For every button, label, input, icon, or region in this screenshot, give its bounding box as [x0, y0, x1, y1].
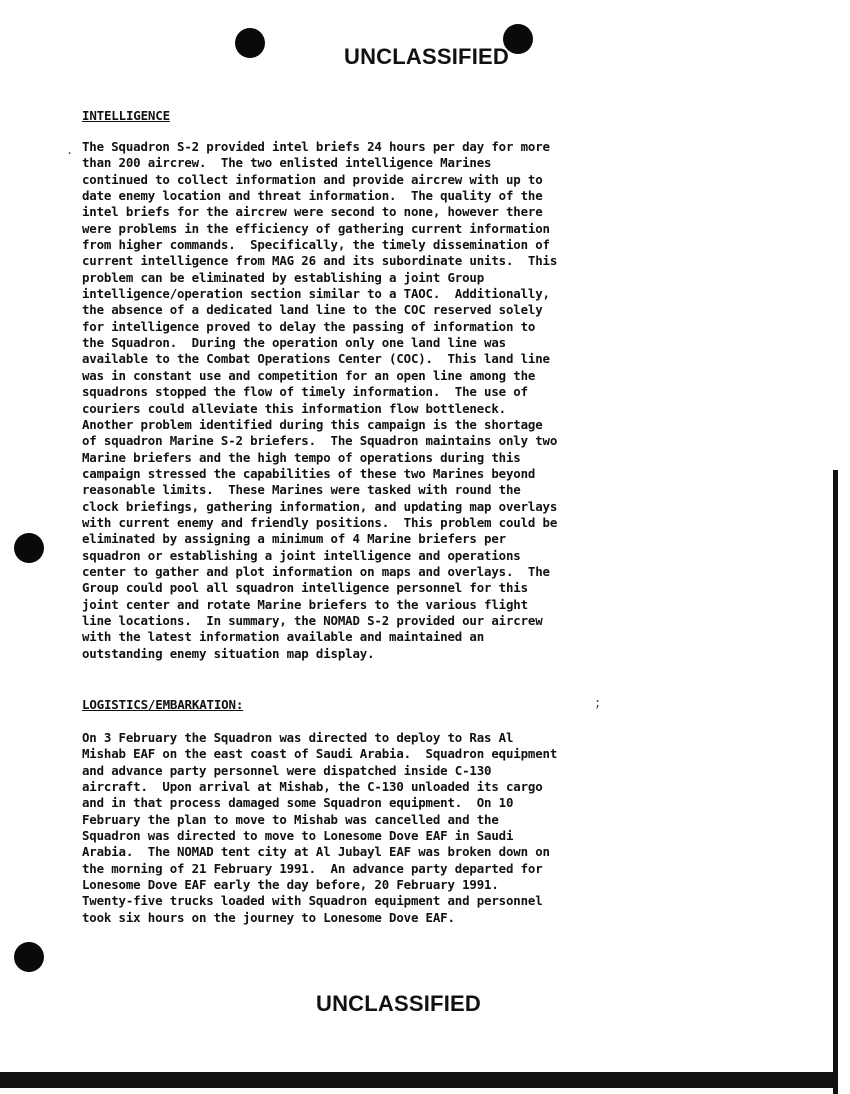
intelligence-paragraph	[82, 139, 742, 662]
logistics-paragraph	[82, 730, 742, 926]
text-line: the absence of a dedicated land line to the COC reserved solely	[82, 302, 543, 318]
text-line: Squadron was directed to move to Lonesome Dove EAF in Saudi	[82, 828, 514, 844]
scan-edge-right	[833, 470, 838, 1094]
classification-footer: UNCLASSIFIED	[316, 991, 481, 1016]
margin-mark: .	[66, 143, 74, 157]
text-line: with the latest information available and maintained an	[82, 629, 485, 645]
text-line: the morning of 21 February 1991. An advance party departed for	[82, 860, 543, 876]
text-line: available to the Combat Operations Center (COC). This land line	[82, 351, 550, 367]
logistics-heading: LOGISTICS/EMBARKATION:	[82, 697, 244, 712]
text-line: from higher commands. Specifically, the timely dissemination of	[82, 237, 550, 253]
text-line: than 200 aircrew. The two enlisted intelligence Marines	[82, 155, 492, 171]
text-line: February the plan to move to Mishab was cancelled and the	[82, 811, 499, 827]
text-line: intelligence/operation section similar to a TAOC. Additionally,	[82, 286, 550, 302]
text-line: eliminated by assigning a minimum of 4 Marine briefers per	[82, 531, 506, 547]
text-line: Lonesome Dove EAF early the day before, 20 February 1991.	[82, 877, 499, 893]
text-line: continued to collect information and provide aircrew with up to	[82, 171, 543, 187]
text-line: Mishab EAF on the east coast of Saudi Arabia. Squadron equipment	[82, 746, 558, 762]
text-line: current intelligence from MAG 26 and its subordinate units. This	[82, 253, 558, 269]
text-line: The Squadron S-2 provided intel briefs 24 hours per day for more	[82, 139, 550, 154]
text-line: Group could pool all squadron intelligence personnel for this	[82, 580, 528, 596]
text-line: and in that process damaged some Squadron equipment. On 10	[82, 795, 514, 811]
text-line: was in constant use and competition for an open line among the	[82, 367, 536, 383]
scan-edge-bottom	[0, 1072, 836, 1088]
text-line: Marine briefers and the high tempo of operations during this	[82, 449, 521, 465]
text-line: intel briefs for the aircrew were second to none, however there	[82, 204, 543, 220]
text-line: were problems in the efficiency of gathering current information	[82, 220, 550, 236]
text-line: date enemy location and threat information. The quality of the	[82, 188, 543, 204]
text-line: Another problem identified during this campaign is the shortage	[82, 416, 543, 432]
text-line: clock briefings, gathering information, and updating map overlays	[82, 498, 558, 514]
text-line: On 3 February the Squadron was directed to deploy to Ras Al	[82, 730, 514, 745]
text-line: joint center and rotate Marine briefers to the various flight	[82, 596, 528, 612]
text-line: outstanding enemy situation map display.	[82, 645, 375, 661]
intelligence-heading: INTELLIGENCE	[82, 108, 170, 123]
text-line: problem can be eliminated by establishing a joint Group	[82, 269, 485, 285]
text-line: for intelligence proved to delay the passing of information to	[82, 318, 536, 334]
punch-hole-left-bottom	[14, 942, 44, 972]
text-line: couriers could alleviate this information flow bottleneck.	[82, 400, 506, 416]
text-line: reasonable limits. These Marines were tasked with round the	[82, 482, 521, 498]
text-line: squadrons stopped the flow of timely information. The use of	[82, 384, 528, 400]
text-line: the Squadron. During the operation only one land line was	[82, 335, 506, 351]
text-line: line locations. In summary, the NOMAD S-2 provided our aircrew	[82, 612, 543, 628]
classification-header: UNCLASSIFIED	[344, 44, 509, 69]
punch-hole-left-middle	[14, 533, 44, 563]
text-line: of squadron Marine S-2 briefers. The Squadron maintains only two	[82, 433, 558, 449]
text-line: campaign stressed the capabilities of these two Marines beyond	[82, 465, 536, 481]
text-line: Twenty-five trucks loaded with Squadron equipment and personnel	[82, 893, 543, 909]
punch-hole-top-left	[235, 28, 265, 58]
text-line: with current enemy and friendly positions. This problem could be	[82, 514, 558, 530]
text-line: took six hours on the journey to Lonesome Dove EAF.	[82, 909, 455, 925]
text-line: Arabia. The NOMAD tent city at Al Jubayl EAF was broken down on	[82, 844, 550, 860]
text-line: aircraft. Upon arrival at Mishab, the C-130 unloaded its cargo	[82, 779, 543, 795]
margin-mark: ;	[594, 696, 602, 710]
text-line: center to gather and plot information on maps and overlays. The	[82, 563, 550, 579]
text-line: and advance party personnel were dispatched inside C-130	[82, 762, 492, 778]
text-line: squadron or establishing a joint intelligence and operations	[82, 547, 521, 563]
